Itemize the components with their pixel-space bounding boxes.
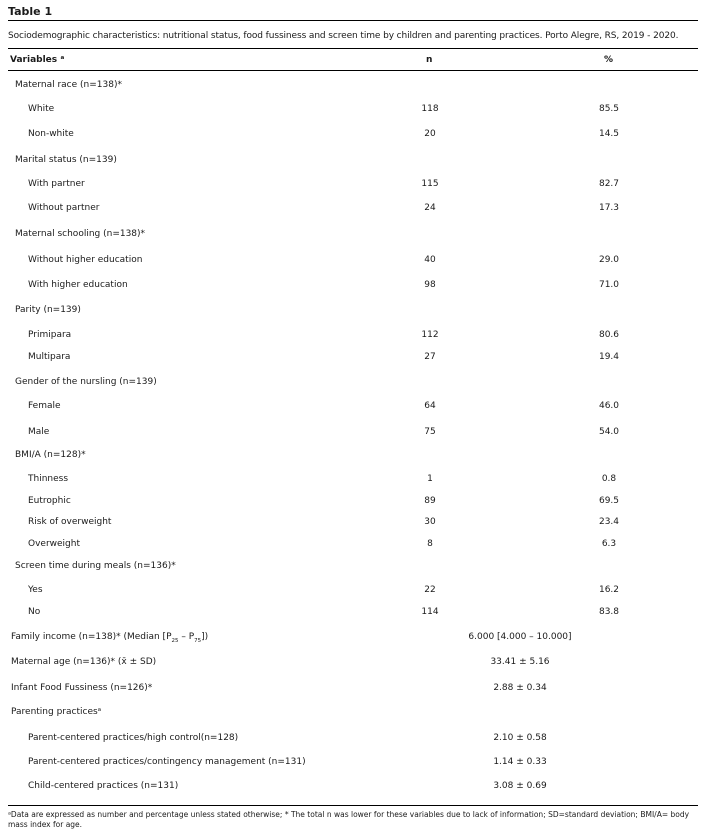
n-value: 98 bbox=[424, 280, 436, 290]
pct-value: 80.6 bbox=[598, 330, 620, 340]
percentile-subscript: 25 bbox=[171, 637, 179, 644]
header-pct: % bbox=[604, 55, 614, 65]
table-title: Table 1 bbox=[8, 5, 53, 18]
category-label: Non-white bbox=[28, 129, 74, 139]
category-label: Yes bbox=[28, 585, 43, 595]
label-part: – P bbox=[178, 632, 195, 642]
summary-row bbox=[0, 707, 701, 721]
category-label: Female bbox=[28, 401, 61, 411]
summary-row bbox=[0, 733, 701, 747]
n-value: 114 bbox=[421, 607, 439, 617]
table-row bbox=[0, 561, 701, 575]
summary-row bbox=[0, 632, 701, 646]
category-label: White bbox=[28, 104, 55, 114]
pct-value: 16.2 bbox=[598, 585, 620, 595]
category-label: Eutrophic bbox=[28, 496, 71, 506]
group-label: Screen time during meals (n=136)* bbox=[15, 561, 176, 571]
table-row bbox=[0, 255, 701, 269]
pct-value: 14.5 bbox=[598, 129, 620, 139]
table-row bbox=[0, 427, 701, 441]
n-value: 89 bbox=[424, 496, 436, 506]
table-row bbox=[0, 539, 701, 553]
table-caption: Sociodemographic characteristics: nutritional status, food fussiness and screen time by children and parenting practices. Porto Alegre, RS, 2019 - 2020. bbox=[8, 31, 679, 41]
summary-label: Parent-centered practices/high control(n=128) bbox=[28, 733, 239, 743]
n-value: 40 bbox=[424, 255, 436, 265]
table-row bbox=[0, 401, 701, 415]
pct-value: 69.5 bbox=[598, 496, 620, 506]
category-label: Overweight bbox=[28, 539, 80, 549]
n-value: 75 bbox=[424, 427, 436, 437]
category-label: Without partner bbox=[28, 203, 100, 213]
header-n: n bbox=[426, 55, 433, 65]
label-part: ]) bbox=[201, 632, 209, 642]
category-label: Primipara bbox=[28, 330, 72, 340]
summary-value: 33.41 ± 5.16 bbox=[490, 657, 550, 667]
summary-label bbox=[11, 632, 208, 644]
summary-row bbox=[0, 683, 701, 697]
n-value: 115 bbox=[421, 179, 439, 189]
n-value: 20 bbox=[424, 129, 436, 139]
summary-row bbox=[0, 757, 701, 771]
table-row bbox=[0, 450, 701, 464]
pct-value: 17.3 bbox=[598, 203, 620, 213]
n-value: 27 bbox=[424, 352, 436, 362]
summary-value: 1.14 ± 0.33 bbox=[493, 757, 547, 767]
table-row bbox=[0, 203, 701, 217]
table-row bbox=[0, 280, 701, 294]
table-row bbox=[0, 496, 701, 510]
n-value: 64 bbox=[424, 401, 436, 411]
pct-value: 46.0 bbox=[598, 401, 620, 411]
n-value: 24 bbox=[424, 203, 436, 213]
summary-label: Parenting practicesᵃ bbox=[11, 707, 102, 717]
header-variables: Variables ᵃ bbox=[10, 55, 65, 65]
summary-row bbox=[0, 657, 701, 671]
summary-label: Infant Food Fussiness (n=126)* bbox=[11, 683, 153, 693]
n-value: 30 bbox=[424, 517, 436, 527]
table-footnote: ᵃData are expressed as number and percentage unless stated otherwise; * The total n was lower for these variables due to lack of information; SD=standard deviation; BMI/A= body mass index for age. bbox=[8, 810, 690, 829]
n-value: 8 bbox=[427, 539, 433, 549]
category-label: Without higher education bbox=[28, 255, 143, 265]
summary-value: 3.08 ± 0.69 bbox=[493, 781, 547, 791]
n-value: 118 bbox=[421, 104, 439, 114]
category-label: With higher education bbox=[28, 280, 128, 290]
table-row bbox=[0, 585, 701, 599]
category-label: With partner bbox=[28, 179, 85, 189]
pct-value: 19.4 bbox=[598, 352, 620, 362]
label-part: Family income (n=138)* (Median [P bbox=[11, 632, 172, 642]
table-row bbox=[0, 80, 701, 94]
n-value: 22 bbox=[424, 585, 436, 595]
group-label: Marital status (n=139) bbox=[15, 155, 117, 165]
table-row bbox=[0, 352, 701, 366]
pct-value: 82.7 bbox=[598, 179, 620, 189]
pct-value: 6.3 bbox=[601, 539, 617, 549]
table-row bbox=[0, 305, 701, 319]
category-label: No bbox=[28, 607, 41, 617]
summary-row bbox=[0, 781, 701, 795]
category-label: Male bbox=[28, 427, 50, 437]
pct-value: 71.0 bbox=[598, 280, 620, 290]
table-row bbox=[0, 474, 701, 488]
category-label: Risk of overweight bbox=[28, 517, 112, 527]
header-bottom-rule bbox=[8, 70, 698, 71]
group-label: Parity (n=139) bbox=[15, 305, 81, 315]
group-label: BMI/A (n=128)* bbox=[15, 450, 86, 460]
table-row bbox=[0, 155, 701, 169]
pct-value: 83.8 bbox=[598, 607, 620, 617]
header-top-rule bbox=[8, 48, 698, 49]
pct-value: 0.8 bbox=[601, 474, 617, 484]
summary-value: 2.10 ± 0.58 bbox=[493, 733, 547, 743]
category-label: Multipara bbox=[28, 352, 71, 362]
summary-value: 2.88 ± 0.34 bbox=[493, 683, 547, 693]
table-row bbox=[0, 517, 701, 531]
summary-label: Child-centered practices (n=131) bbox=[28, 781, 179, 791]
table-row bbox=[0, 104, 701, 118]
pct-value: 85.5 bbox=[598, 104, 620, 114]
pct-value: 29.0 bbox=[598, 255, 620, 265]
table-row bbox=[0, 129, 701, 143]
table-row bbox=[0, 179, 701, 193]
group-label: Maternal schooling (n=138)* bbox=[15, 229, 146, 239]
pct-value: 23.4 bbox=[598, 517, 620, 527]
category-label: Thinness bbox=[28, 474, 69, 484]
group-label: Maternal race (n=138)* bbox=[15, 80, 122, 90]
table-row bbox=[0, 229, 701, 243]
pct-value: 54.0 bbox=[598, 427, 620, 437]
top-rule bbox=[8, 20, 698, 21]
n-value: 1 bbox=[427, 474, 433, 484]
group-label: Gender of the nursling (n=139) bbox=[15, 377, 157, 387]
table-row bbox=[0, 607, 701, 621]
percentile-subscript: 75 bbox=[194, 637, 202, 644]
table-bottom-rule bbox=[8, 805, 698, 806]
n-value: 112 bbox=[421, 330, 439, 340]
summary-label: Maternal age (n=136)* (x̄ ± SD) bbox=[11, 657, 157, 667]
summary-label: Parent-centered practices/contingency management (n=131) bbox=[28, 757, 306, 767]
table-row bbox=[0, 330, 701, 344]
summary-value: 6.000 [4.000 – 10.000] bbox=[468, 632, 572, 642]
table-row bbox=[0, 377, 701, 391]
